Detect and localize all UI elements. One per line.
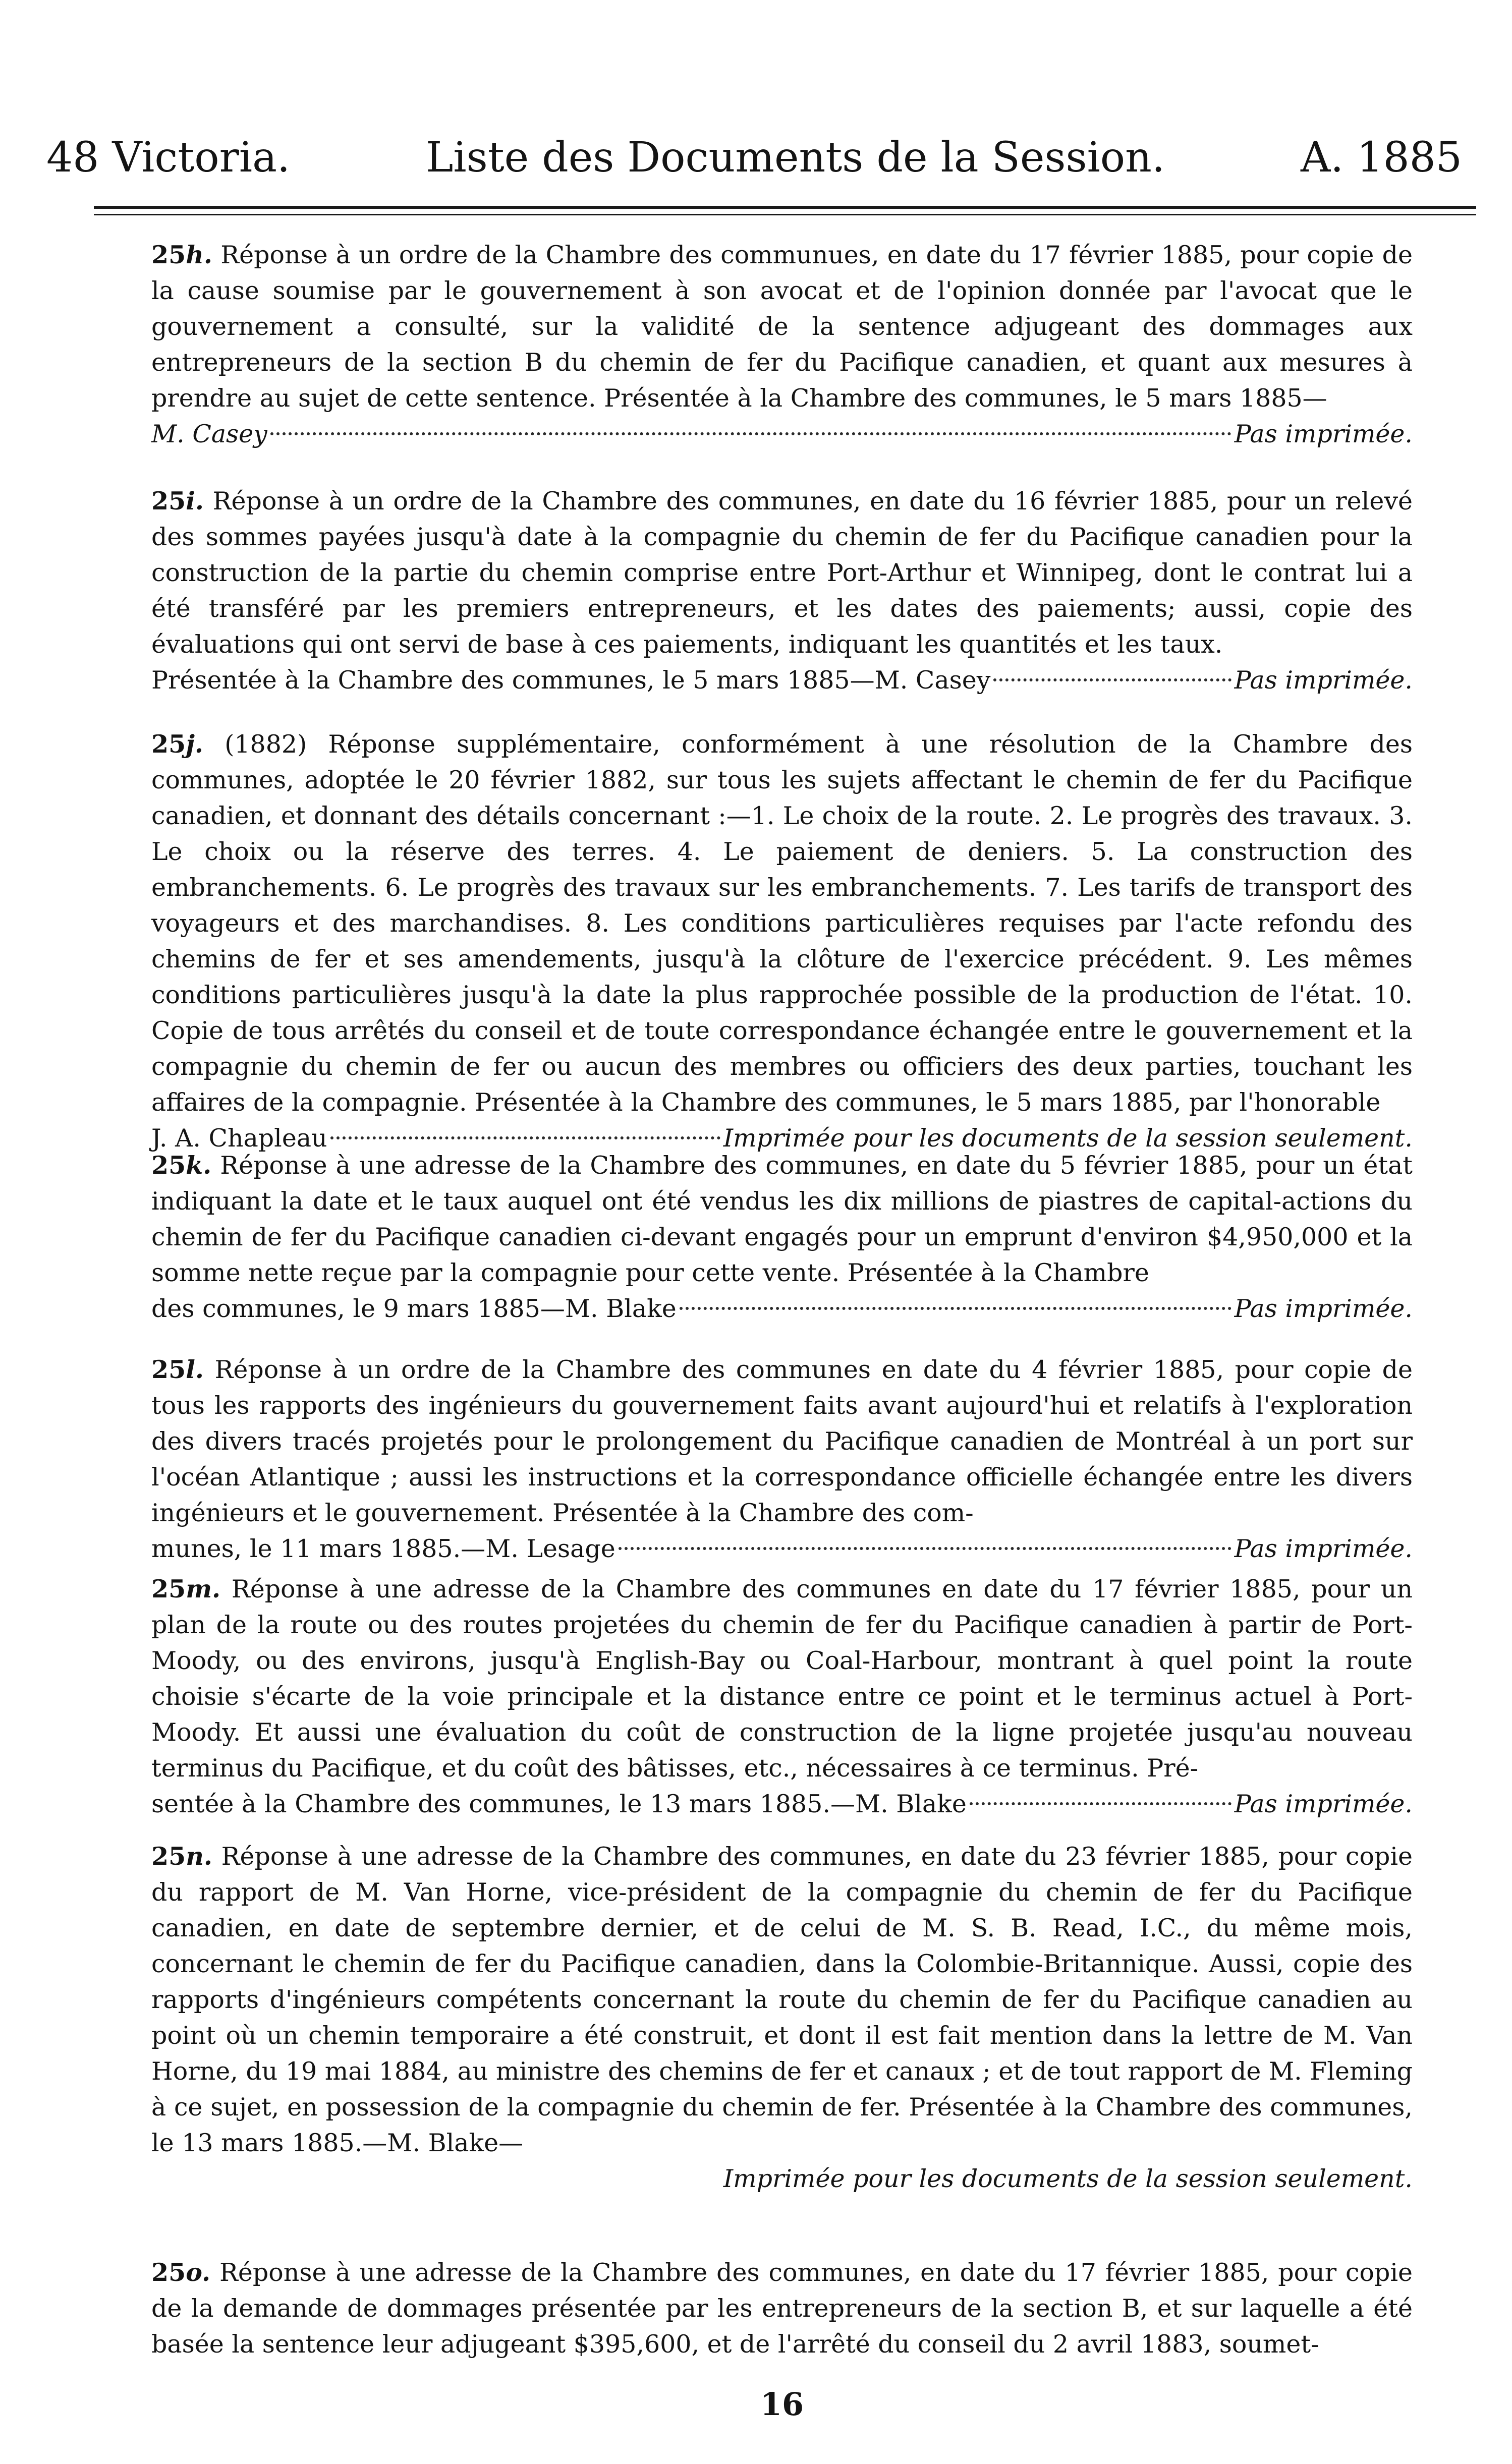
entry-letter: h.	[186, 240, 212, 269]
header-title: Liste des Documents de la Session.	[425, 134, 1165, 182]
entry-last-line	[151, 1786, 1413, 1822]
document-entry-25i	[151, 483, 1413, 698]
entry-number: 25	[151, 1355, 186, 1384]
entry-number: 25	[151, 1574, 186, 1603]
entry-last-line	[151, 416, 1413, 452]
entry-status: Pas imprimée.	[1234, 1534, 1413, 1563]
entry-letter: n.	[186, 1842, 212, 1871]
entry-text: Réponse à un ordre de la Chambre des communues, en date du 17 février 1885, pour copie de la cause soumise par le gouvernement à son avocat et de l'opinion donnée par l'avocat que le gouvernement a consulté, sur la validité de la sentence adjugeant des dommages aux entrepreneurs de la section B du chemin de fer du Pacifique canadien, et quant aux mesures à prendre au sujet de cette sentence. Présentée à la Chambre des communes, le 5 mars 1885—	[151, 241, 1413, 413]
document-entry-25l	[151, 1352, 1413, 1567]
entry-number: 25	[151, 1842, 186, 1871]
entry-status: Pas imprimée.	[1234, 420, 1413, 448]
header-volume: 48 Victoria.	[46, 134, 291, 182]
entry-number: 25	[151, 240, 186, 269]
dot-leader	[330, 1136, 720, 1139]
entry-text: Réponse à une adresse de la Chambre des communes en date du 17 février 1885, pour un plan de la route ou des routes projetées du chemin de fer du Pacifique canadien à partir de Port-Moody, ou des environs, jusqu'à English-Bay ou Coal-Harbour, montrant à quel point la route choisie s'écarte de la voie principale et la distance entre ce point et le terminus actuel à Port-Moody. Et aussi une évaluation du coût de construction de la ligne projetée jusqu'au nouveau terminus du Pacifique, et du coût des bâtisses, etc., nécessaires à ce terminus. Pré-	[151, 1575, 1413, 1783]
entry-letter: o.	[186, 2258, 211, 2287]
entry-status: Pas imprimée.	[1234, 1790, 1413, 1818]
entry-presenter: munes, le 11 mars 1885.—M. Lesage	[151, 1534, 615, 1563]
page-number: 16	[760, 2386, 804, 2423]
entry-text: Réponse à un ordre de la Chambre des communes en date du 4 février 1885, pour copie de tous les rapports des ingénieurs du gouvernement faits avant aujourd'hui et relatifs à l'exploration des divers tracés projetés pour le prolongement du Pacifique canadien de Montréal à un port sur l'océan Atlantique ; aussi les instructions et la correspondance officielle échangée entre les divers ingénieurs et le gouvernement. Présentée à la Chambre des com-	[151, 1355, 1413, 1527]
entry-status: Pas imprimée.	[1234, 666, 1413, 695]
entry-status: Pas imprimée.	[1234, 1294, 1413, 1323]
dot-leader	[270, 432, 1231, 435]
dot-leader	[680, 1307, 1231, 1310]
document-entry-25o	[151, 2255, 1413, 2362]
entry-last-line	[151, 1291, 1413, 1327]
entry-letter: l.	[186, 1355, 204, 1384]
entry-presenter: J. A. Chapleau	[151, 1124, 327, 1153]
entry-status: Imprimée pour les documents de la session seulement.	[723, 2164, 1413, 2193]
entry-number: 25	[151, 1151, 186, 1180]
document-entry-25h	[151, 237, 1413, 452]
entry-text: Réponse à une adresse de la Chambre des communes, en date du 17 février 1885, pour copie de la demande de dommages présentée par les entrepreneurs de la section B, et sur laquelle a été basée la sentence leur adjugeant $395,600, et de l'arrêté du conseil du 2 avril 1883, soumet-	[151, 2258, 1413, 2359]
document-entry-25n	[151, 1839, 1413, 2197]
entry-letter: m.	[186, 1574, 221, 1603]
entry-letter: j.	[186, 729, 203, 759]
entry-last-line	[151, 662, 1413, 698]
header-rule-thick	[94, 206, 1476, 209]
document-entry-25m	[151, 1571, 1413, 1822]
entry-text: Réponse à une adresse de la Chambre des communes, en date du 23 février 1885, pour copie du rapport de M. Van Horne, vice-président de la compagnie du chemin de fer du Pacifique canadien, en date de septembre dernier, et de celui de M. S. B. Read, I.C., du même mois, concernant le chemin de fer du Pacifique canadien, dans la Colombie-Britannique. Aussi, copie des rapports d'ingénieurs compétents concernant la route du chemin de fer du Pacifique canadien au point où un chemin temporaire a été construit, et dont il est fait mention dans la lettre de M. Van Horne, du 19 mai 1884, au ministre des chemins de fer et canaux ; et de tout rapport de M. Fleming à ce sujet, en possession de la compagnie du chemin de fer. Présentée à la Chambre des communes, le 13 mars 1885.—M. Blake—	[151, 1842, 1413, 2157]
entry-presenter: sentée à la Chambre des communes, le 13 mars 1885.—M. Blake	[151, 1790, 967, 1818]
dot-leader	[970, 1802, 1231, 1805]
entry-text: Réponse à une adresse de la Chambre des communes, en date du 5 février 1885, pour un état indiquant la date et le taux auquel ont été vendus les dix millions de piastres de capital-actions du chemin de fer du Pacifique canadien ci-devant engagés pour un emprunt d'environ $4,950,000 et la somme nette reçue par la compagnie pour cette vente. Présentée à la Chambre	[151, 1151, 1413, 1287]
header-rule-thin	[94, 214, 1476, 215]
entry-text: (1882) Réponse supplémentaire, conformément à une résolution de la Chambre des communes, adoptée le 20 février 1882, sur tous les sujets affectant le chemin de fer du Pacifique canadien, et donnant des détails concernant :—1. Le choix de la route. 2. Le progrès des travaux. 3. Le choix ou la réserve des terres. 4. Le paiement de deniers. 5. La construction des embranchements. 6. Le progrès des travaux sur les embranchements. 7. Les tarifs de transport des voyageurs et des marchandises. 8. Les conditions particulières requises par l'acte refondu des chemins de fer et ses amendements, jusqu'à la clôture de l'exercice précédent. 9. Les mêmes conditions particulières jusqu'à la date la plus rapprochée possible de la production de l'état. 10. Copie de tous arrêtés du conseil et de toute correspondance échangée entre le gouvernement et la compagnie du chemin de fer ou aucun des membres ou officiers des deux parties, touchant les affaires de la compagnie. Présentée à la Chambre des communes, le 5 mars 1885, par l'honorable	[151, 730, 1413, 1117]
entry-text: Réponse à un ordre de la Chambre des communes, en date du 16 février 1885, pour un relevé des sommes payées jusqu'à date à la compagnie du chemin de fer du Pacifique canadien pour la construction de la partie du chemin comprise entre Port-Arthur et Winnipeg, dont le contrat lui a été transféré par les premiers entrepreneurs, et les dates des paiements; aussi, copie des évaluations qui ont servi de base à ces paiements, indiquant les quantités et les taux.	[151, 487, 1413, 659]
document-entry-25j	[151, 726, 1413, 1156]
entry-presenter: des communes, le 9 mars 1885—M. Blake	[151, 1294, 677, 1323]
dot-leader	[993, 678, 1231, 681]
document-entry-25k	[151, 1148, 1413, 1327]
entry-presenter: Présentée à la Chambre des communes, le 5 mars 1885—M. Casey	[151, 666, 991, 695]
dot-leader	[619, 1547, 1231, 1550]
entry-number: 25	[151, 2258, 186, 2287]
entry-last-line	[151, 1531, 1413, 1567]
entry-letter: i.	[186, 486, 204, 515]
entry-number: 25	[151, 729, 186, 759]
entry-number: 25	[151, 486, 186, 515]
entry-letter: k.	[186, 1151, 212, 1180]
entry-status: Imprimée pour les documents de la session seulement.	[723, 1124, 1413, 1153]
page-header	[46, 130, 1462, 186]
entry-presenter: M. Casey	[151, 420, 267, 448]
header-year: A. 1885	[1300, 134, 1462, 182]
